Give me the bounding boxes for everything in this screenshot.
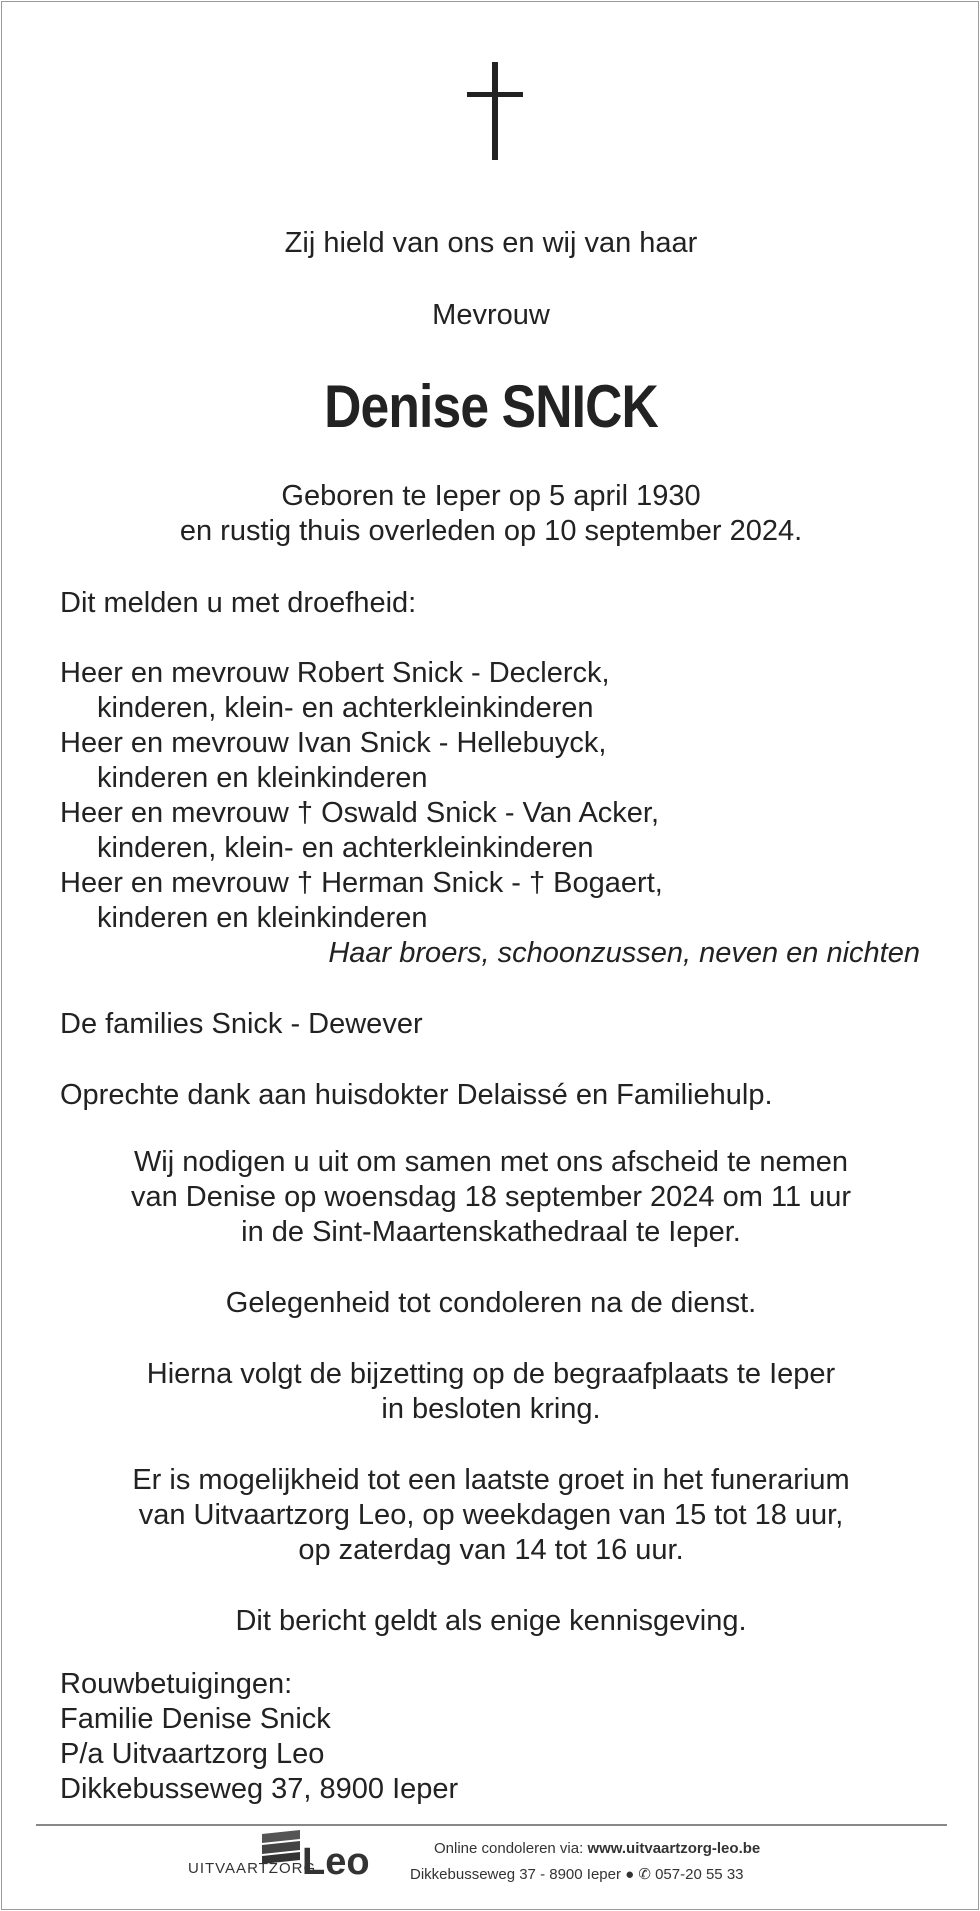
birth-line: Geboren te Ieper op 5 april 1930 (281, 480, 701, 512)
address-line: Familie Denise Snick (60, 1703, 331, 1735)
invitation-line: van Denise op woensdag 18 september 2024 om 11 uur (130, 1181, 852, 1213)
funeral-logo-icon (262, 1832, 300, 1862)
address-line: Dikkebusseweg 37, 8900 Ieper (60, 1773, 459, 1805)
honorific: Mevrouw (432, 299, 550, 331)
address-line: Rouwbetuigingen: (60, 1668, 293, 1700)
family-line: Heer en mevrouw † Oswald Snick - Van Acker, (60, 797, 660, 829)
logo-big-text: Leo (302, 1841, 370, 1883)
farewell-line: van Uitvaartzorg Leo, op weekdagen van 15 tot 18 uur, (138, 1499, 844, 1531)
family-line: Heer en mevrouw Ivan Snick - Hellebuyck, (60, 727, 607, 759)
family-sub: kinderen en kleinkinderen (97, 902, 428, 934)
online-condolence (434, 1840, 760, 1857)
family-sub: kinderen, klein- en achterkleinkinderen (97, 832, 594, 864)
farewell-line: op zaterdag van 14 tot 16 uur. (298, 1534, 684, 1566)
logo-small-text: UITVAARTZORG (188, 1860, 317, 1877)
families-line: De families Snick - Dewever (60, 1008, 423, 1040)
farewell-line: Er is mogelijkheid tot een laatste groet in het funerarium (132, 1464, 850, 1496)
deceased-name: Denise SNICK (324, 373, 658, 440)
cross-icon (467, 62, 523, 162)
family-line: Heer en mevrouw † Herman Snick - † Bogaert, (60, 867, 663, 899)
notice-line: Dit bericht geldt als enige kennisgeving. (235, 1605, 747, 1637)
obituary-page (1, 1, 979, 1910)
address-line: P/a Uitvaartzorg Leo (60, 1738, 325, 1770)
family-sub: kinderen en kleinkinderen (97, 762, 428, 794)
burial-line: Hierna volgt de bijzetting op de begraafplaats te Ieper (146, 1358, 836, 1390)
invitation-line: Wij nodigen u uit om samen met ons afscheid te nemen (133, 1146, 849, 1178)
footer-contact: Dikkebusseweg 37 - 8900 Ieper ● ✆ 057-20 55 33 (410, 1866, 744, 1883)
invitation-line: in de Sint-Maartenskathedraal te Ieper. (241, 1216, 741, 1248)
online-url-link[interactable]: www.uitvaartzorg-leo.be (587, 1840, 761, 1857)
condolence-line: Gelegenheid tot condoleren na de dienst. (225, 1287, 757, 1319)
family-sub: kinderen, klein- en achterkleinkinderen (97, 692, 594, 724)
motto: Zij hield van ons en wij van haar (284, 227, 698, 259)
relatives-line: Haar broers, schoonzussen, neven en nichten (328, 937, 920, 969)
online-label: Online condoleren via: (434, 1840, 588, 1857)
thanks-line: Oprechte dank aan huisdokter Delaissé en Familiehulp. (60, 1079, 773, 1111)
family-line: Heer en mevrouw Robert Snick - Declerck, (60, 657, 610, 689)
announce-line: Dit melden u met droefheid: (60, 587, 417, 619)
burial-line: in besloten kring. (381, 1393, 601, 1425)
death-line: en rustig thuis overleden op 10 september 2024. (179, 515, 803, 547)
footer-divider (36, 1824, 947, 1826)
